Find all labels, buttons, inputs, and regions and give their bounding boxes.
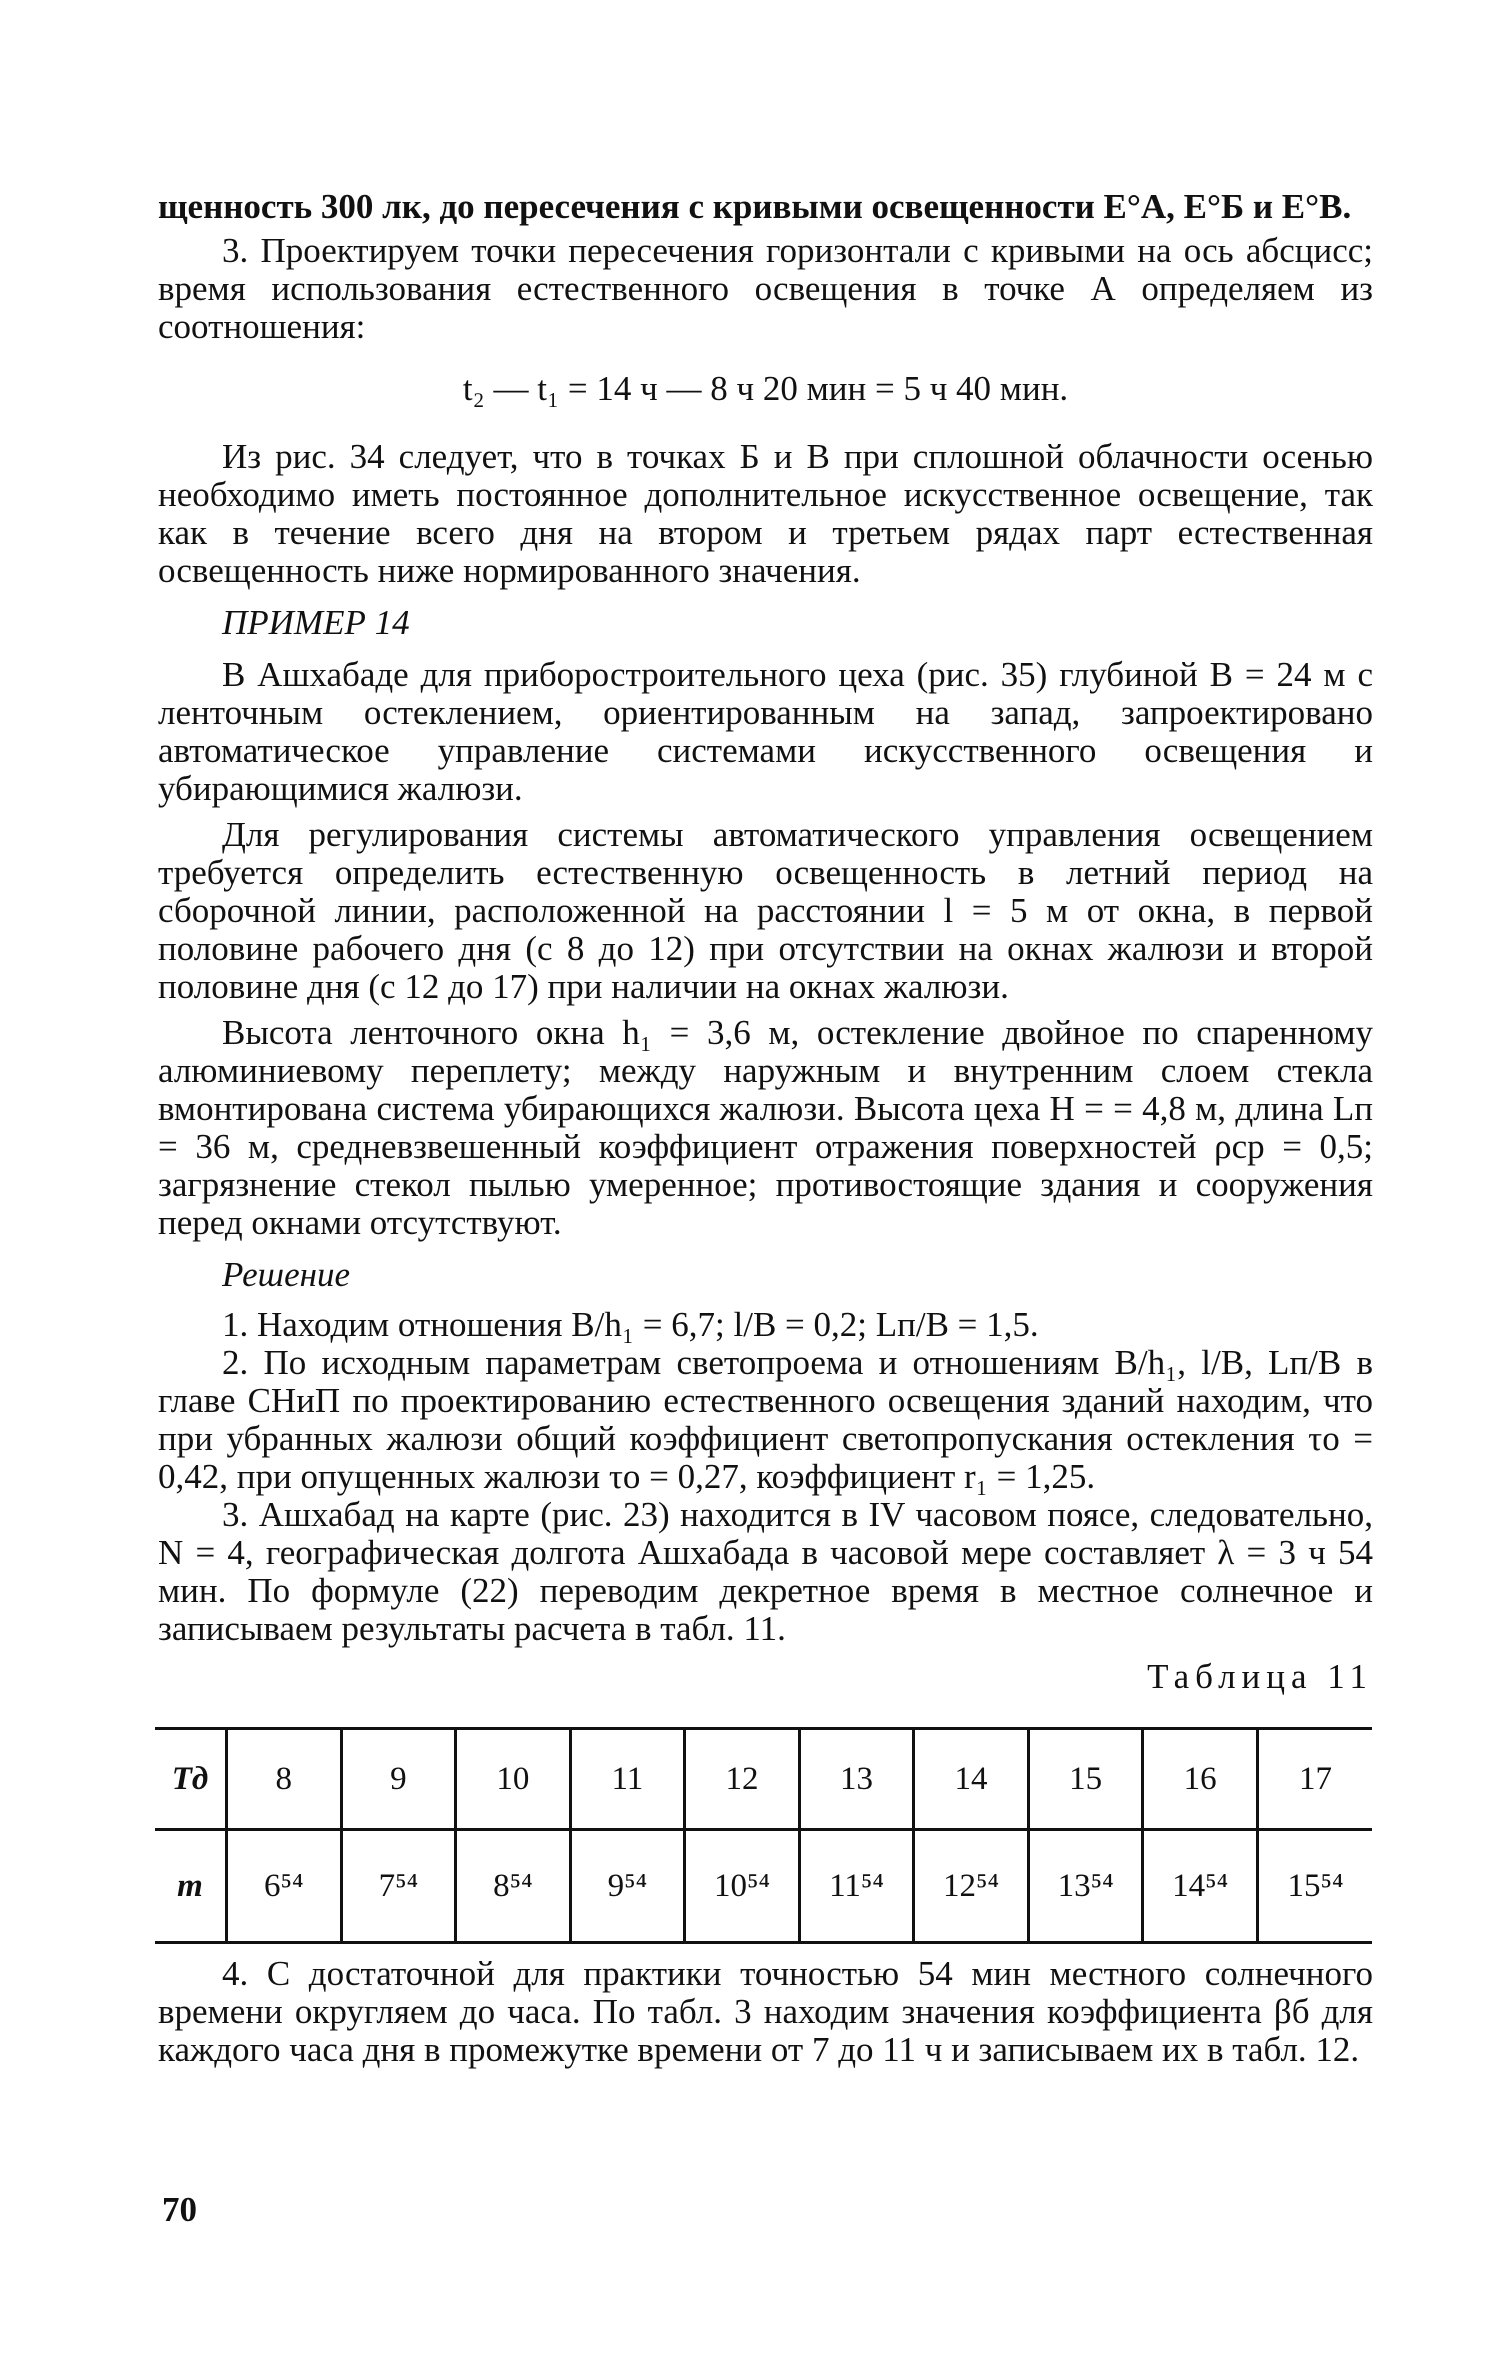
table-cell: 9 [341,1729,456,1830]
table-row-time [155,1729,1372,1830]
table-cell: 12 [685,1729,800,1830]
paragraph-window: Высота ленточного окна h₁ = 3,6 м, остекление двойное по спаренному алюминиевому переплету; между наружным и внутренним слоем стекла вмонтирована система убирающихся жалюзи. Высота цеха H = = 4,8 м, длина Lп = 36 м, средневзвешенный коэффициент отражения поверхностей ρср = 0,5; загрязнение стекол пылью умеренное; противостоящие здания и сооружения перед окнами отсутствуют. [158,1013,1373,1242]
table-cell: 17 [1257,1729,1372,1830]
table-cell: 12⁵⁴ [914,1830,1029,1943]
table-cell: 16 [1143,1729,1258,1830]
text-column-bottom [158,1955,1373,2069]
table-cell: 8 [227,1729,342,1830]
paragraph-example: В Ашхабаде для приборостроительного цеха (рис. 35) глубиной B = 24 м с ленточным остеклением, ориентированным на запад, запроектировано автоматическое управление системами искусственного освещения и убирающимися жалюзи. [158,655,1373,808]
table-cell: 15⁵⁴ [1257,1830,1372,1943]
table-11 [155,1727,1372,1944]
solution-step-1: 1. Находим отношения B/h₁ = 6,7; l/B = 0,2; Lп/B = 1,5. [222,1305,1039,1344]
solution-step-3: 3. Ашхабад на карте (рис. 23) находится в IV часовом поясе, следовательно, N = 4, географическая долгота Ашхабада в часовой мере составляет λ = 3 ч 54 мин. По формуле (22) переводим декретное время в местное солнечное и записываем результаты расчета в табл. 11. [158,1495,1373,1648]
paragraph-step-3: 3. Проектируем точки пересечения горизонтали с кривыми на ось абсцисс; время использования естественного освещения в точке А определяем из соотношения: [158,231,1373,346]
table-cell: 10 [456,1729,571,1830]
page-number: 70 [162,2190,197,2229]
table-cell: 15 [1028,1729,1143,1830]
table-title: Таблица 11 [1147,1657,1373,1696]
table-cell: 13⁵⁴ [1028,1830,1143,1943]
text-column [158,188,1373,1696]
table-cell: 8⁵⁴ [456,1830,571,1943]
table-cell: 6⁵⁴ [227,1830,342,1943]
row-label-m: m [177,1867,203,1904]
row-label-td: Тд [155,1729,227,1830]
table-cell: 9⁵⁴ [570,1830,685,1943]
table-cell: 14 [914,1729,1029,1830]
example-heading: ПРИМЕР 14 [222,603,410,642]
solution-step-4: 4. С достаточной для практики точностью 54 мин местного солнечного времени округляем до часа. По табл. 3 находим значения коэффициента βб для каждого часа дня в промежутке времени от 7 до 11 ч и записываем их в табл. 12. [158,1954,1373,2069]
table-cell: 11 [570,1729,685,1830]
paragraph-continuation: щенность 300 лк, до пересечения с кривыми освещенности E°А, E°Б и E°В. [158,187,1352,226]
table-cell: 11⁵⁴ [799,1830,914,1943]
table-cell: 10⁵⁴ [685,1830,800,1943]
formula-time: t₂ — t₁ = 14 ч — 8 ч 20 мин = 5 ч 40 мин. [462,369,1069,408]
table-cell: 7⁵⁴ [341,1830,456,1943]
paragraph-fig34: Из рис. 34 следует, что в точках Б и В при сплошной облачности осенью необходимо иметь постоянное дополнительное искусственное освещение, так как в течение всего дня на втором и третьем рядах парт естественная освещенность ниже нормированного значения. [158,437,1373,590]
solution-step-2: 2. По исходным параметрам светопроема и отношениям B/h₁, l/B, Lп/B в главе СНиП по проектированию естественного освещения зданий находим, что при убранных жалюзи общий коэффициент светопропускания остекления τо = 0,42, при опущенных жалюзи τо = 0,27, коэффициент r₁ = 1,25. [158,1343,1373,1496]
solution-heading: Решение [222,1255,351,1294]
table-cell: 13 [799,1729,914,1830]
table-cell: 14⁵⁴ [1143,1830,1258,1943]
paragraph-regulation: Для регулирования системы автоматического управления освещением требуется определить естественную освещенность в летний период на сборочной линии, расположенной на расстоянии l = 5 м от окна, в первой половине рабочего дня (с 8 до 12) при отсутствии на окнах жалюзи и второй половине дня (с 12 до 17) при наличии на окнах жалюзи. [158,815,1373,1006]
table-row-m [155,1830,1372,1943]
